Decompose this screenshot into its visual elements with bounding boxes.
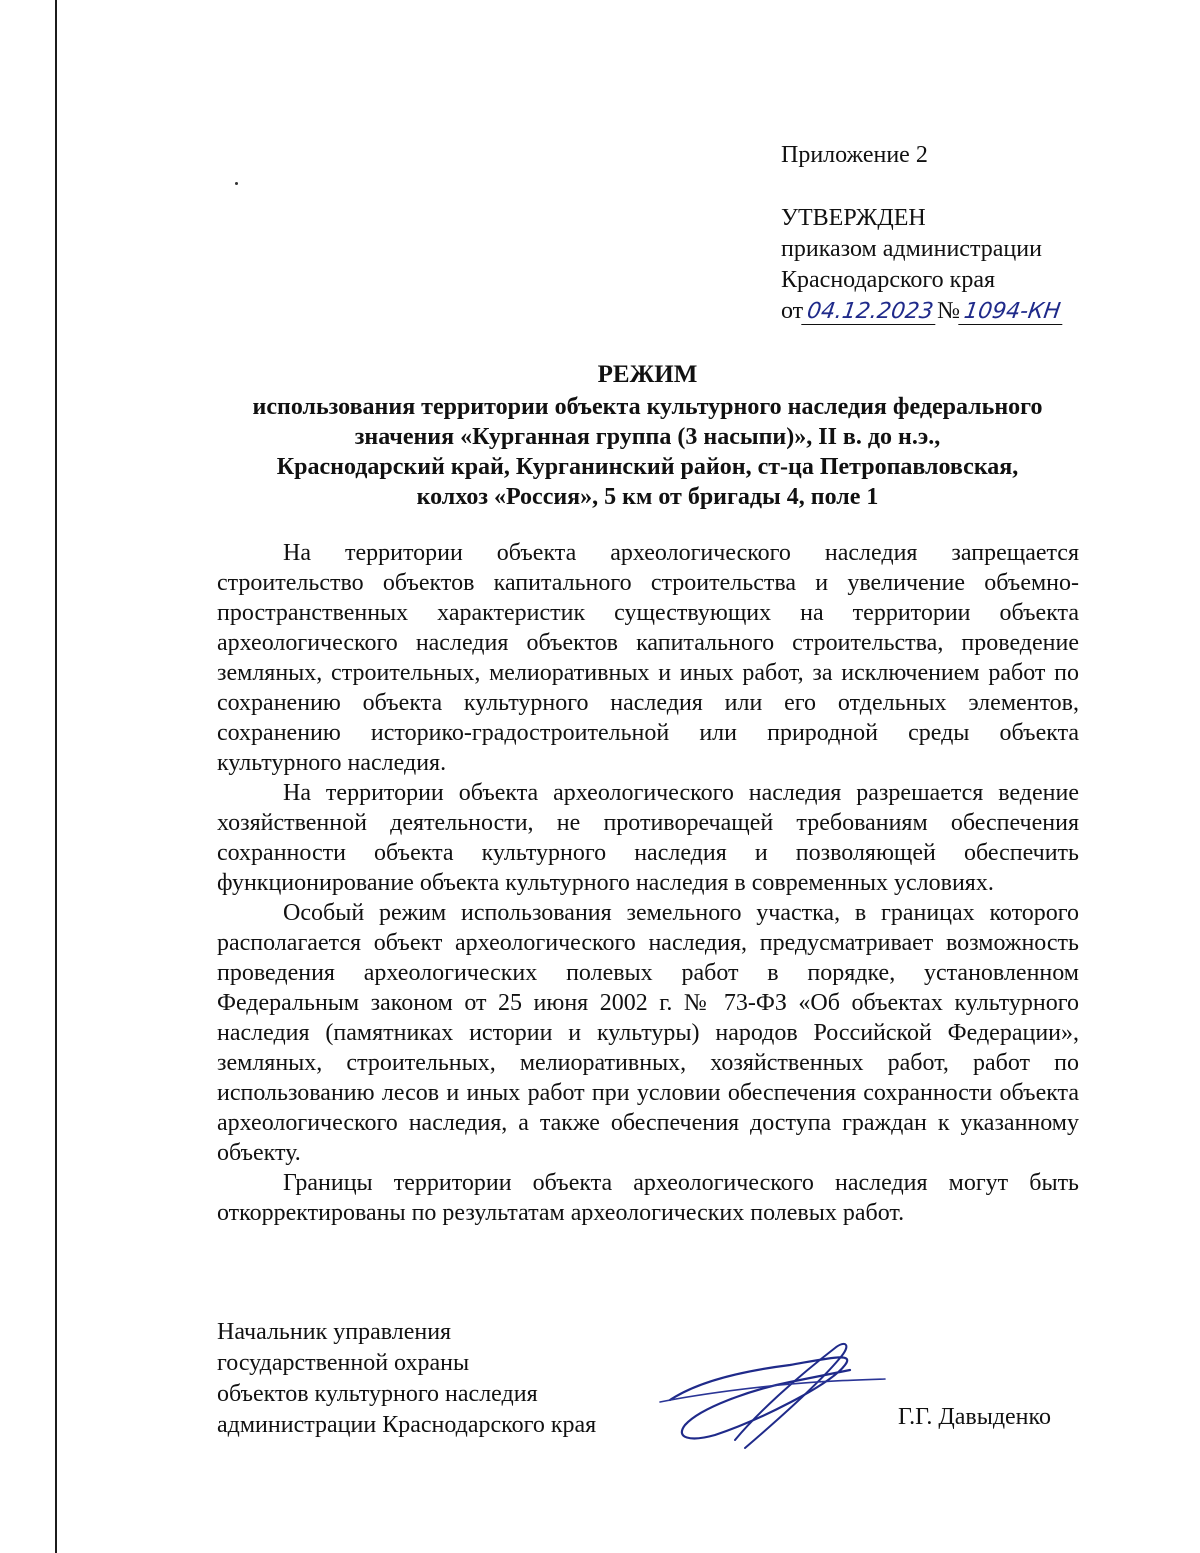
approval-region-line: Краснодарского края xyxy=(781,267,996,293)
number-prefix: № xyxy=(937,298,961,324)
approval-order-line: приказом администрации xyxy=(781,236,1042,262)
title-line: колхоз «Россия», 5 км от бригады 4, поле 1 xyxy=(416,484,879,510)
position-line: администрации Краснодарского края xyxy=(217,1412,597,1438)
title-line: Краснодарский край, Курганинский район, ст-ца Петропавловская, xyxy=(276,454,1019,480)
handwritten-number: 1094-КН xyxy=(958,300,1066,325)
signer-name: Г.Г. Давыденко xyxy=(898,1404,1051,1430)
position-line: государственной охраны xyxy=(217,1350,470,1376)
title-heading: РЕЖИМ xyxy=(597,361,698,388)
approval-date-line xyxy=(781,296,1141,327)
body-paragraph: Особый режим использования земельного участка, в границах которого располагается объект археологического наследия, предусматривает возможность проведения археологических полевых работ в порядке, установленном Федеральным законом от 25 июня 2002 г. № 73-ФЗ «Об объектах культурного наследия (памятниках истории и культуры) народов Российской Федерации», земляных, строительных, мелиоративных, хозяйственных работ, работ по использованию лесов и иных работ при условии обеспечения сохранности объекта археологического наследия, а также обеспечения доступа граждан к указанному объекту. xyxy=(217,900,1079,1166)
approved-label: УТВЕРЖДЕН xyxy=(781,205,926,231)
title-line: значения «Курганная группа (3 насыпи)», II в. до н.э., xyxy=(354,424,941,450)
position-line: объектов культурного наследия xyxy=(217,1381,538,1407)
appendix-label: Приложение 2 xyxy=(781,142,928,168)
body-paragraph: На территории объекта археологического наследия разрешается ведение хозяйственной деятельности, не противоречащей требованиям обеспечения сохранности объекта культурного наследия и позволяющей обеспечить функционирование объекта культурного наследия в современных условиях. xyxy=(217,780,1079,896)
scan-speck xyxy=(235,182,238,185)
scan-edge-line xyxy=(55,0,57,1553)
position-line: Начальник управления xyxy=(217,1319,452,1345)
document-title xyxy=(215,360,1080,512)
handwritten-signature xyxy=(640,1330,900,1460)
date-prefix: от xyxy=(781,298,804,324)
title-line: использования территории объекта культурного наследия федерального xyxy=(252,394,1043,420)
body-paragraph: На территории объекта археологического наследия запрещается строительство объектов капитального строительства и увеличение объемно-пространственных характеристик существующих на территории объекта археологического наследия объектов капитального строительства, проведение земляных, строительных, мелиоративных и иных работ, за исключением работ по сохранению объекта культурного наследия или его отдельных элементов, сохранению историко-градостроительной или природной среды объекта культурного наследия. xyxy=(217,540,1079,776)
handwritten-date: 04.12.2023 xyxy=(801,300,938,325)
approval-block xyxy=(781,140,1141,327)
signatory-position xyxy=(217,1317,687,1441)
body-paragraph: Границы территории объекта археологического наследия могут быть откорректированы по результатам археологических полевых работ. xyxy=(217,1170,1079,1226)
document-body xyxy=(217,538,1079,1228)
